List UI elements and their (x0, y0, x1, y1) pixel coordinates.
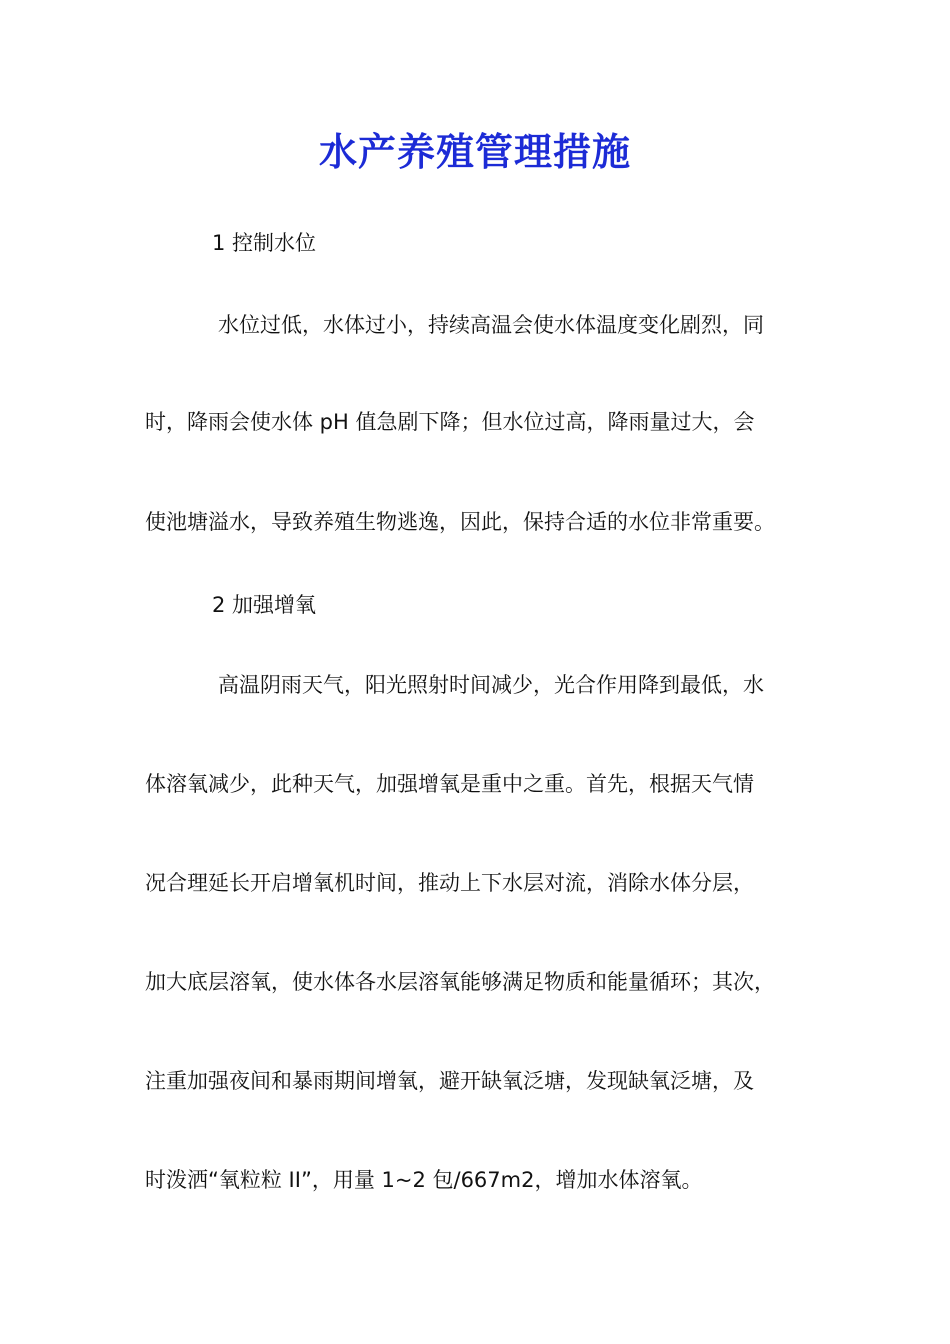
section-heading: 1 控制水位 (212, 231, 317, 255)
paragraph-line: 水位过低，水体过小，持续高温会使水体温度变化剧烈，同 (218, 313, 764, 337)
paragraph-line: 高温阴雨天气，阳光照射时间减少，光合作用降到最低，水 (218, 673, 764, 697)
section-heading: 2 加强增氧 (212, 593, 317, 617)
paragraph-line: 加大底层溶氧，使水体各水层溶氧能够满足物质和能量循环；其次， (145, 970, 775, 994)
paragraph-line: 时泼洒“氧粒粒 II”，用量 1~2 包/667m2，增加水体溶氧。 (145, 1168, 703, 1192)
paragraph-line: 注重加强夜间和暴雨期间增氧，避开缺氧泛塘，发现缺氧泛塘，及 (145, 1069, 754, 1093)
paragraph-line: 使池塘溢水，导致养殖生物逃逸，因此，保持合适的水位非常重要。 (145, 510, 775, 534)
paragraph-line: 时，降雨会使水体 pH 值急剧下降；但水位过高，降雨量过大，会 (145, 410, 755, 434)
paragraph-line: 况合理延长开启增氧机时间，推动上下水层对流，消除水体分层， (145, 871, 754, 895)
document-title: 水产养殖管理措施 (318, 129, 631, 174)
paragraph-line: 体溶氧减少，此种天气，加强增氧是重中之重。首先，根据天气情 (145, 772, 754, 796)
